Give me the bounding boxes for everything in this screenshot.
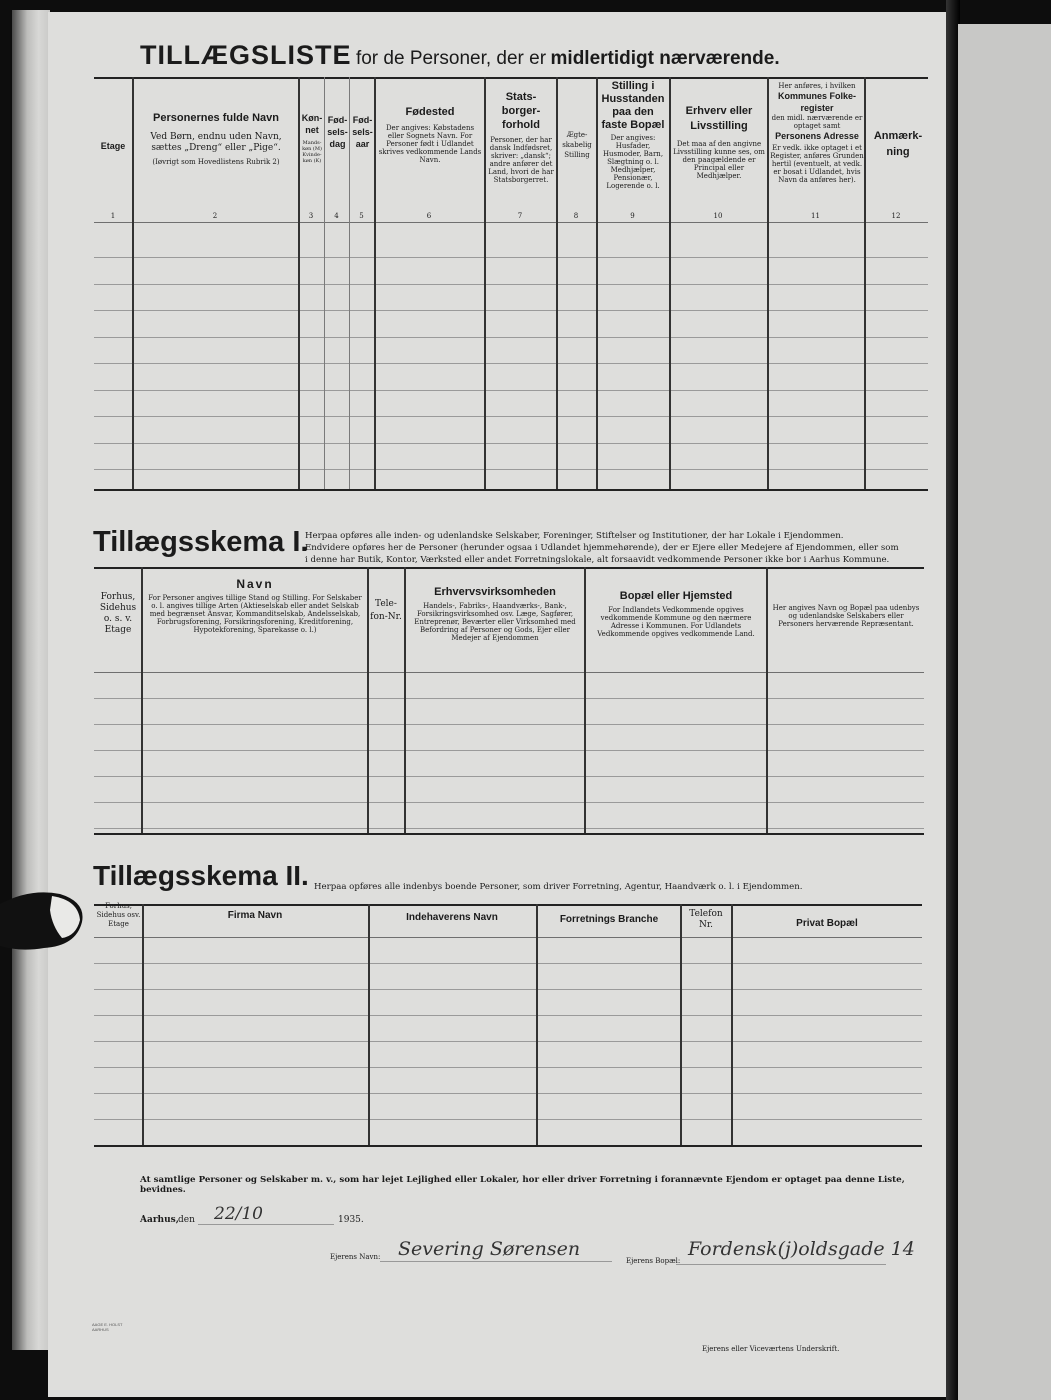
col-register-mid: den midl. nærværende er optaget samt [771,114,863,130]
main-col-divider [132,77,134,489]
col-occupation-title: Erhverv eller Livsstilling [685,105,753,132]
col-birthplace-title: Fødested [405,106,455,118]
ruled-row-line [94,1119,922,1120]
main-table-header-rule [94,222,928,223]
skema1-col-residence-sub: For Indlandets Vedkommende opgives vedkommende Kommune og den nærmere Adresse i Kommunen. For Udlandets Vedkommende opgives vedkommende Land. [597,606,755,638]
title-main: TILLÆGSLISTE [140,40,352,70]
col-register-sub: Er vedk. ikke optaget i et Register, anføres Grunden hertil (eventuelt, at vedk. er bosat i Udlandet, hvis Navn da anføres her). [770,144,864,184]
main-col-divider [484,77,486,489]
main-table-bottom-rule [94,489,928,491]
col-occupation-sub: Det maa af den angivne Livsstilling kunne ses, om den paagældende er Principal eller Medhjælper. [673,140,765,180]
ruled-row-line [94,1093,922,1094]
main-col-divider [349,77,350,489]
col-number: 8 [573,212,579,220]
skema1-col-business-sub: Handels-, Fabriks-, Haandværks-, Bank-, Forsikringsvirksomhed osv. Læge, Sagfører, Entreprenør, Beværter eller Virksomhed med Befordring af Personer og Gods, Ejer eller Medejer af Ejendommen [414,602,576,642]
skema1-col-etage: Forhus, Sidehus o. s. v. Etage [99,592,137,635]
ruled-row-line [94,310,928,311]
skema2-col-divider [536,904,538,1145]
printer-mark: AAGE E. HOLST AARHUS [92,1322,123,1332]
ruled-row-line [94,284,928,285]
skema1-col-business [408,586,582,642]
col-citizenship-header [488,90,554,184]
main-col-divider [324,77,325,489]
skema2-col-private: Privat Bopæl [796,918,858,929]
book-binding [12,10,50,1350]
skema1-col-divider [584,567,586,833]
ruled-row-line [94,1067,922,1068]
ruled-row-line [94,257,928,258]
skema1-col-phone: Tele-fon-Nr. [370,599,402,622]
skema1-header-rule [94,672,924,673]
skema1-col-residence [588,590,764,638]
skema1-col-divider [404,567,406,833]
main-table-top-rule [94,77,928,79]
ruled-row-line [94,1041,922,1042]
skema1-bottom-rule [94,833,924,835]
skema1-col-name-sub: For Personer angives tillige Stand og Stilling. For Selskaber o. l. angives tillige Arten (Aktieselskab eller andet Selskab med begrænset Ansvar, Kommanditselskab, Andelsselskab, Forbrugsforening, Forsikringsforening, Kreditforening, Hypotekforening, Sparekasse o. l.) [148,594,362,634]
skema2-bottom-rule [94,1145,922,1147]
signature-caption: Ejerens eller Viceværtens Underskrift. [702,1345,840,1353]
footer-year: 1935. [338,1215,364,1225]
main-col-divider [374,77,376,489]
col-citizenship-title: Stats-borger-forhold [501,91,541,131]
ruled-row-line [94,828,924,829]
skema2-title: Tillægsskema II. [93,860,309,891]
ruled-row-line [94,776,924,777]
col-birthplace-sub: Der angives: Købstadens eller Sognets Navn. For Personer født i Udlandet skrives vedkommende Lands Navn. [378,124,482,164]
address-line [676,1264,886,1265]
owner-name-handwritten: Severing Sørensen [398,1238,581,1260]
title-rest-a: for de Personer, der er [355,48,547,69]
page-title [140,40,780,71]
skema1-col-residence-title: Bopæl eller Hjemsted [619,590,733,602]
thumb-holding-page [0,886,86,958]
col-register-header [770,82,864,184]
ruled-row-line [94,698,924,699]
skema2-col-divider [142,904,144,1145]
skema1-intro-line: Endvidere opføres her de Personer (herunder ogsaa i Udlandet hjemmehørende), der er Ejere eller Medejere af Ejendommen, eller som [305,543,899,553]
skema1-intro-line: Herpaa opføres alle inden- og udenlandske Selskaber, Foreninger, Stiftelser og Institutioner, der har Lokale i Ejendommen. [305,531,844,541]
ruled-row-line [94,989,922,990]
ruled-row-line [94,337,928,338]
ruled-row-line [94,1015,922,1016]
skema1-col-divider [141,567,143,833]
col-number: 5 [359,212,364,220]
col-name-header [136,112,296,166]
col-number: 9 [630,212,635,220]
ruled-row-line [94,416,928,417]
main-col-divider [767,77,769,489]
main-col-divider [669,77,671,489]
col-name-title: Personernes fulde Navn [153,112,279,124]
facing-page-edge [958,24,1051,1400]
col-name-sub: Ved Børn, endnu uden Navn, sættes „Dreng“ eller „Pige“. [150,132,282,153]
col-sex-sub: Mands-køn (M) Kvinde-køn (K) [302,140,322,164]
col-citizenship-sub: Personer, der har dansk Indfødsret, skriver: „dansk“; andre anfører det Land, hvori de har Statsborgerret. [488,136,554,184]
col-number: 2 [212,212,218,220]
col-name-note: (Iøvrigt som Hovedlistens Rubrik 2) [152,158,280,166]
skema1-top-rule [94,567,924,569]
col-number: 12 [891,212,901,220]
col-sex-header [300,112,324,164]
col-register-pre: Her anføres, i hvilken [778,82,856,90]
ruled-row-line [94,363,928,364]
col-household-sub: Der angives: Husfader, Husmoder, Barn, Slægtning o. l. Medhjælper, Pensionær, Logerende o. l. [602,134,664,190]
col-number: 11 [811,212,820,220]
col-number: 7 [517,212,523,220]
ruled-row-line [94,469,928,470]
col-occupation-header [672,104,766,180]
ruled-row-line [94,390,928,391]
owner-address-handwritten: Fordensk(j)oldsgade 14 [688,1238,915,1260]
col-number: 3 [308,212,314,220]
ruled-row-line [94,802,924,803]
skema1-col-name [145,578,365,634]
main-col-divider [864,77,866,489]
owner-line [380,1261,612,1262]
col-birthyear-header: Fød-sels-aar [352,115,373,149]
ruled-row-line [94,443,928,444]
skema2-col-owner: Indehaverens Navn [406,912,498,923]
footer-date-handwritten: 22/10 [214,1204,263,1224]
skema2-top-rule [94,904,922,906]
ruled-row-line [94,963,922,964]
ruled-row-line [94,750,924,751]
col-number: 1 [110,212,116,220]
skema2-col-branch: Forretnings Branche [559,914,659,925]
col-etage-header: Etage [100,141,126,151]
skema1-intro [305,530,927,566]
col-sex-title: Køn-net [301,113,323,135]
skema2-col-divider [368,904,370,1145]
skema2-col-divider [731,904,733,1145]
col-number: 10 [713,212,723,220]
skema1-col-representative: Her angives Navn og Bopæl paa udenbys og udenlandske Selskabers eller Personers herværende Repræsentant. [772,604,920,628]
col-register-title2: Personens Adresse [775,131,859,141]
col-register-title: Kommunes Folke-register [777,91,856,113]
skema2-col-firm: Firma Navn [227,910,283,921]
col-remarks-header: Anmærk-ning [873,130,923,158]
title-rest-b: midlertidigt nærværende. [550,48,780,69]
skema1-intro-line: i denne har Butik, Kontor, Værksted eller andet Forretningslokale, alt forsaavidt vedkommende Personer ikke bor i Aarhus Kommune. [305,555,890,565]
col-marital-header: Ægte-skabelig Stilling [562,131,592,159]
col-number: 4 [334,212,339,220]
skema2-header-rule [94,937,922,938]
footer-city: Aarhus, [140,1215,179,1225]
footer-den: den [178,1215,195,1225]
skema1-col-name-title: Navn [236,577,274,591]
col-household-title: Stilling i Husstanden paa den faste Bopæl [601,80,665,131]
col-birthplace-header [378,106,482,164]
footer-statement: At samtlige Personer og Selskaber m. v., som har lejet Lejlighed eller Lokaler, hor eller driver Forretning i forannævnte Ejendom er optaget paa denne Liste, bevidnes. [140,1175,905,1195]
owner-name-label: Ejerens Navn: [330,1253,381,1261]
skema2-intro: Herpaa opføres alle indenbys boende Personer, som driver Forretning, Agentur, Haandværk o. l. i Ejendommen. [314,882,803,892]
skema1-title: Tillægsskema I. [93,526,309,558]
date-line [198,1224,334,1225]
skema2-col-divider [680,904,682,1145]
skema2-col-etage: Forhus, Sidehus osv. Etage [96,902,141,928]
ruled-row-line [94,724,924,725]
skema1-col-divider [766,567,768,833]
skema2-col-phone: Telefon Nr. [689,909,723,930]
skema1-col-business-title: Erhvervsvirksomheden [434,586,556,598]
col-household-header [598,80,668,190]
col-birthday-header: Fød-sels-dag [327,115,348,149]
owner-address-label: Ejerens Bopæl: [626,1257,681,1265]
col-number: 6 [426,212,432,220]
